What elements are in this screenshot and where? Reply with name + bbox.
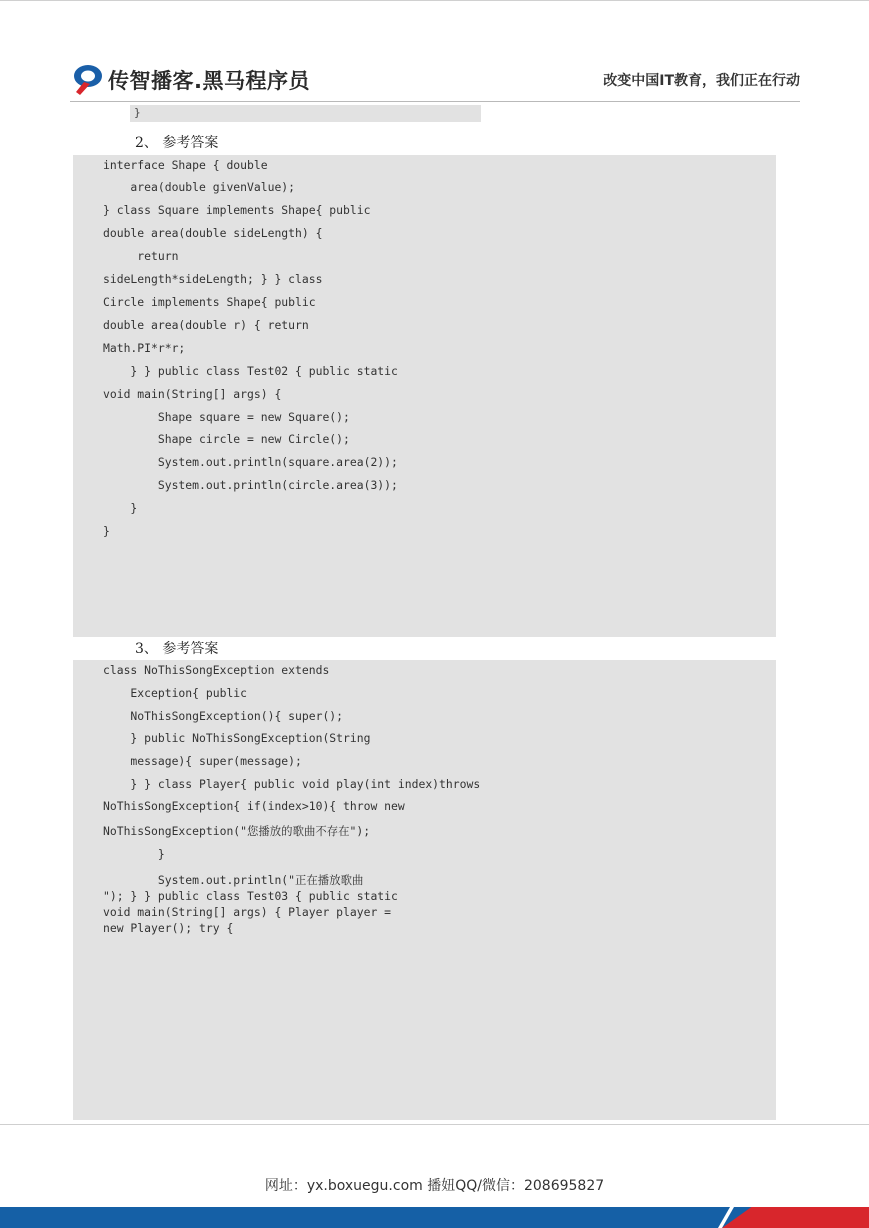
- code-line: System.out.println(circle.area(3));: [103, 478, 398, 492]
- code-line: NoThisSongException("您播放的歌曲不存在");: [103, 824, 371, 838]
- code-line: Circle implements Shape{ public: [103, 295, 316, 309]
- code-line: double area(double r) { return: [103, 318, 309, 332]
- code-line: System.out.println("正在播放歌曲: [103, 873, 364, 887]
- code-block-answer-2: [73, 155, 776, 637]
- previous-code-snippet: [130, 105, 481, 122]
- code-line: void main(String[] args) {: [103, 387, 282, 401]
- section-heading-3: 3、 参考答案: [135, 641, 219, 657]
- footer-divider: [0, 1124, 869, 1125]
- code-line: Shape circle = new Circle();: [103, 432, 350, 446]
- code-line: sideLength*sideLength; } } class: [103, 272, 323, 286]
- code-line: class NoThisSongException extends: [103, 663, 330, 677]
- code-line: area(double givenValue);: [103, 180, 296, 194]
- code-line: } class Square implements Shape{ public: [103, 203, 371, 217]
- code-line: Exception{ public: [103, 686, 248, 700]
- top-border: [0, 0, 869, 1]
- code-line: }: [103, 501, 138, 515]
- code-line: } public NoThisSongException(String: [103, 731, 371, 745]
- code-line: } } class Player{ public void play(int index)throws: [103, 777, 481, 791]
- page-header: [70, 60, 800, 102]
- code-block-answer-3: [73, 660, 776, 1120]
- footer-bar: [0, 1207, 869, 1228]
- logo-icon: [70, 62, 104, 96]
- code-line: }: [134, 106, 141, 119]
- header-divider: [70, 101, 800, 102]
- code-line: System.out.println(square.area(2));: [103, 455, 398, 469]
- code-line: "); } } public class Test03 { public static: [103, 889, 398, 903]
- code-line: }: [103, 847, 165, 861]
- code-line: return: [103, 249, 179, 263]
- code-line: double area(double sideLength) {: [103, 226, 323, 240]
- section-heading-2: 2、 参考答案: [135, 135, 219, 151]
- footer-contact: 网址：yx.boxuegu.com 播妞QQ/微信：208695827: [264, 1178, 605, 1194]
- header-slogan: 改变中国IT教育，我们正在行动: [603, 73, 800, 89]
- code-line: message){ super(message);: [103, 754, 302, 768]
- code-line: Shape square = new Square();: [103, 410, 350, 424]
- code-line: NoThisSongException(){ super();: [103, 709, 344, 723]
- code-line: new Player(); try {: [103, 921, 234, 935]
- code-line: NoThisSongException{ if(index>10){ throw new: [103, 799, 405, 813]
- code-line: void main(String[] args) { Player player =: [103, 905, 392, 919]
- footer-accent: [722, 1207, 869, 1228]
- code-line: }: [103, 524, 110, 538]
- code-line: } } public class Test02 { public static: [103, 364, 398, 378]
- code-line: interface Shape { double: [103, 158, 268, 172]
- code-line: Math.PI*r*r;: [103, 341, 186, 355]
- brand-name: 传智播客.黑马程序员: [108, 69, 310, 93]
